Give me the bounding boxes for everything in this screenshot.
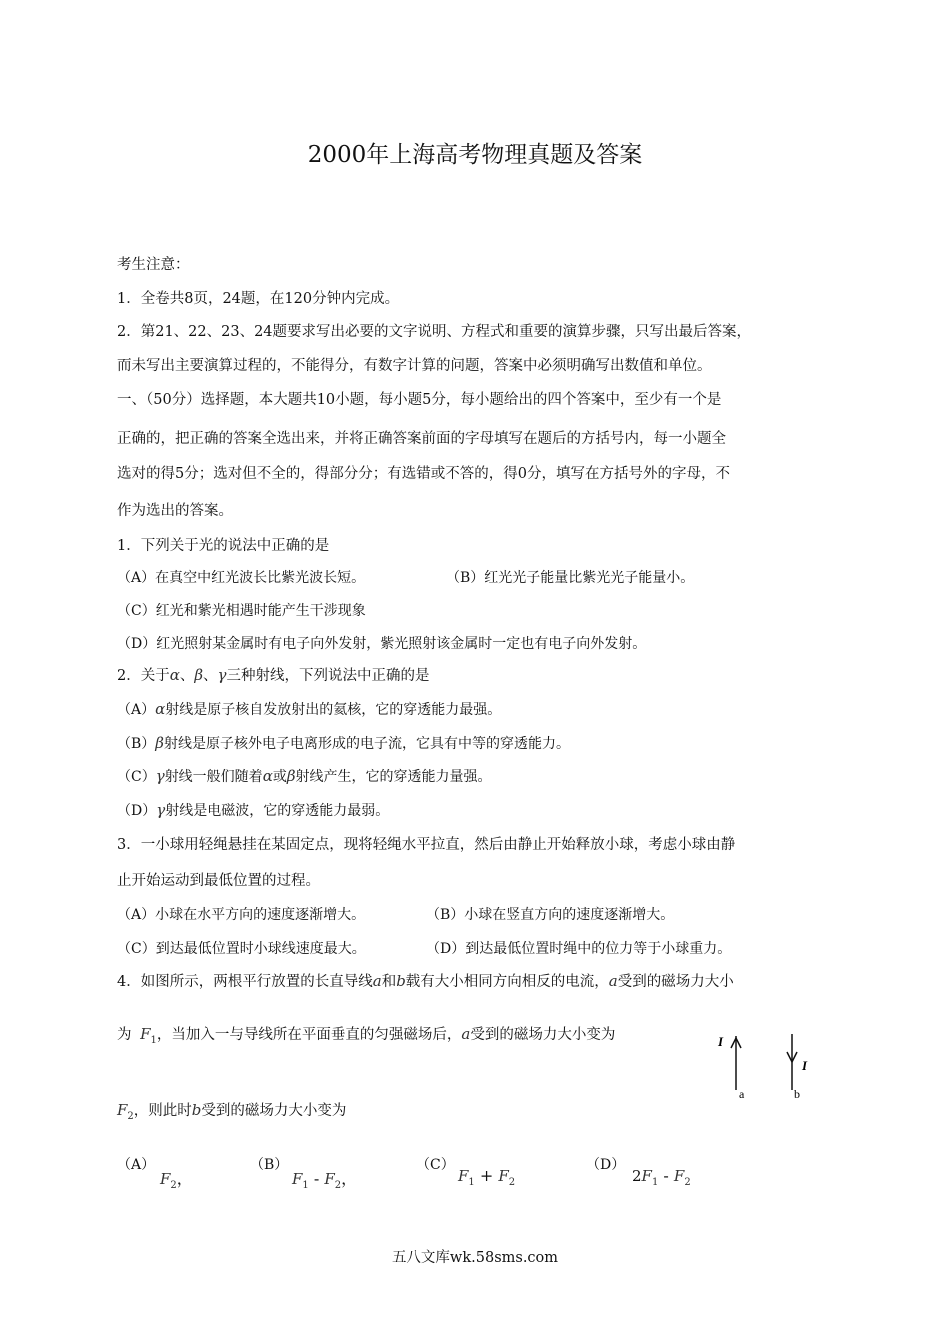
q4-option-a-label: （A） [117, 1157, 156, 1173]
q4-option-c-expr: $F_1 + F_2$ [458, 1166, 516, 1188]
alpha-symbol: α [169, 666, 180, 684]
q2-option-b: （B）β射线是原子核外电子电离形成的电子流，它具有中等的穿透能力。 [117, 734, 570, 752]
q4-option-d-expr: $2F_1 - F_2$ [632, 1166, 691, 1188]
q4-option-d-label: （D） [586, 1157, 626, 1173]
q4-option-c-label: （C） [416, 1157, 455, 1173]
q1-option-b: （B）红光光子能量比紫光光子能量小。 [446, 570, 695, 586]
section1-line3: 选对的得5分；选对但不全的，得部分分；有选错或不答的，得0分，填写在方括号外的字母，不 [117, 466, 730, 482]
q3-option-a: （A）小球在水平方向的速度逐渐增大。 [117, 907, 366, 923]
gamma-symbol: γ [217, 666, 227, 684]
q4-option-a-expr: $F_2$， [160, 1169, 193, 1191]
q3-option-c: （C）到达最低位置时小球线速度最大。 [117, 941, 366, 957]
q4-option-b-expr: $F_1 - F_2$， [292, 1169, 358, 1191]
q2-stem: 2．关于α、β、γ三种射线，下列说法中正确的是 [117, 666, 430, 684]
current-label-b: I [802, 1058, 808, 1073]
q1-option-d: （D）红光照射某金属时有电子向外发射，紫光照射该金属时一定也有电子向外发射。 [117, 636, 647, 652]
f2-symbol: $F_2$ [117, 1101, 134, 1122]
notice-item-2b: 而未写出主要演算过程的，不能得分，有数字计算的问题，答案中必须明确写出数值和单位。 [117, 358, 712, 374]
page-title: 2000年上海高考物理真题及答案 [307, 142, 643, 168]
q2-option-c: （C）γ射线一般们随着α或β射线产生，它的穿透能力量强。 [117, 767, 492, 785]
q4-stem-1: 4．如图所示，两根平行放置的长直导线a和b载有大小相同方向相反的电流，a受到的磁场力大小 [117, 972, 734, 990]
notice-item-2a: 2．第21、22、23、24题要求写出必要的文字说明、方程式和重要的演算步骤，只写出最后答案， [117, 324, 752, 340]
q2-option-d: （D）γ射线是电磁波，它的穿透能力最弱。 [117, 801, 390, 819]
section1-line4: 作为选出的答案。 [117, 503, 233, 519]
q3-stem-1: 3．一小球用轻绳悬挂在某固定点，现将轻绳水平拉直，然后由静止开始释放小球，考虑小球由静 [117, 837, 736, 853]
q3-option-b: （B）小球在竖直方向的速度逐渐增大。 [426, 907, 675, 923]
section1-line2: 正确的，把正确的答案全选出来，并将正确答案前面的字母填写在题后的方括号内，每一小题全 [117, 431, 726, 447]
q4-option-b-label: （B） [250, 1157, 289, 1173]
q1-option-a: （A）在真空中红光波长比紫光波长短。 [117, 570, 366, 586]
notice-item-1: 1．全卷共8页，24题，在120分钟内完成。 [117, 291, 400, 307]
section1-line1: 一、（50分）选择题，本大题共10小题，每小题5分，每小题给出的四个答案中，至少有一个是 [117, 392, 722, 408]
q4-stem-3: $F_2$，则此时b受到的磁场力大小变为 [117, 1101, 347, 1122]
current-label-a: I [718, 1034, 724, 1049]
page-footer: 五八文库wk.58sms.com [391, 1250, 559, 1266]
q1-stem: 1．下列关于光的说法中正确的是 [117, 538, 330, 554]
parallel-wires-figure [716, 1030, 816, 1102]
beta-symbol: β [194, 666, 204, 684]
wire-label-a: a [739, 1087, 745, 1101]
f1-symbol: $F_1$ [140, 1025, 157, 1046]
notice-heading: 考生注意： [117, 257, 190, 273]
q3-option-d: （D）到达最低位置时绳中的位力等于小球重力。 [426, 941, 732, 957]
q2-option-a: （A）α射线是原子核自发放射出的氦核，它的穿透能力最强。 [117, 700, 502, 718]
wire-label-b: b [794, 1087, 800, 1101]
q4-stem-2: 为 $F_1$，当加入一与导线所在平面垂直的匀强磁场后，a受到的磁场力大小变为 [117, 1025, 616, 1046]
q3-stem-2: 止开始运动到最低位置的过程。 [117, 873, 320, 889]
q1-option-c: （C）红光和紫光相遇时能产生干涉现象 [117, 603, 366, 619]
